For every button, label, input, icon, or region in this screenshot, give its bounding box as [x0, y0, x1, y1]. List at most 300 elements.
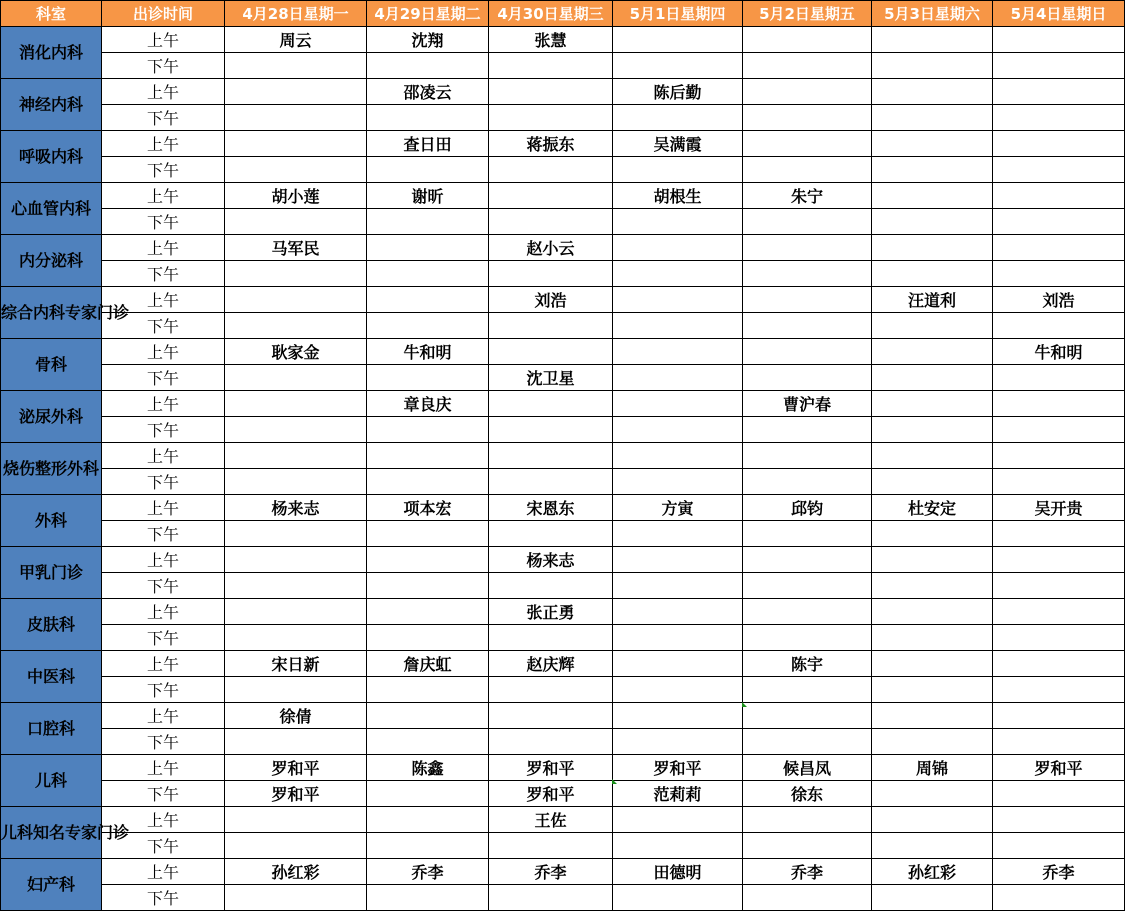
doctor-cell	[613, 573, 743, 599]
table-row	[1, 521, 1125, 547]
doctor-cell	[743, 79, 872, 105]
doctor-cell	[872, 417, 993, 443]
doctor-cell: 乔李	[367, 859, 489, 885]
doctor-cell	[489, 885, 613, 911]
time-slot-cell: 上午	[102, 755, 225, 781]
doctor-cell: 沈卫星	[489, 365, 613, 391]
doctor-cell	[367, 703, 489, 729]
department-cell: 呼吸内科	[1, 131, 102, 183]
table-row	[1, 157, 1125, 183]
doctor-cell	[872, 261, 993, 287]
doctor-cell	[489, 625, 613, 651]
doctor-cell: 蒋振东	[489, 131, 613, 157]
doctor-cell: 宋恩东	[489, 495, 613, 521]
doctor-cell	[613, 27, 743, 53]
table-row	[1, 79, 1125, 105]
table-row	[1, 755, 1125, 781]
table-row	[1, 443, 1125, 469]
doctor-cell	[993, 391, 1125, 417]
doctor-cell	[743, 131, 872, 157]
doctor-cell	[225, 469, 367, 495]
table-row	[1, 677, 1125, 703]
doctor-cell	[743, 703, 872, 729]
doctor-cell	[743, 833, 872, 859]
doctor-cell	[993, 235, 1125, 261]
doctor-cell	[872, 807, 993, 833]
doctor-cell	[367, 885, 489, 911]
doctor-cell	[489, 313, 613, 339]
doctor-cell	[993, 729, 1125, 755]
doctor-cell	[613, 391, 743, 417]
department-cell: 心血管内科	[1, 183, 102, 235]
doctor-cell	[872, 365, 993, 391]
doctor-cell	[743, 235, 872, 261]
doctor-cell	[872, 313, 993, 339]
doctor-cell	[743, 105, 872, 131]
doctor-cell	[367, 313, 489, 339]
department-cell: 甲乳门诊	[1, 547, 102, 599]
column-header: 5月1日星期四	[613, 1, 743, 27]
doctor-cell	[225, 209, 367, 235]
doctor-cell	[225, 885, 367, 911]
doctor-cell	[489, 729, 613, 755]
time-slot-cell: 下午	[102, 469, 225, 495]
doctor-cell: 邵凌云	[367, 79, 489, 105]
doctor-cell	[489, 261, 613, 287]
doctor-cell	[489, 833, 613, 859]
doctor-cell	[872, 105, 993, 131]
doctor-cell	[993, 703, 1125, 729]
doctor-cell	[872, 469, 993, 495]
doctor-cell	[993, 781, 1125, 807]
doctor-cell	[872, 547, 993, 573]
doctor-cell	[489, 157, 613, 183]
doctor-cell: 马军民	[225, 235, 367, 261]
time-slot-cell: 下午	[102, 625, 225, 651]
column-header: 出诊时间	[102, 1, 225, 27]
doctor-cell	[613, 703, 743, 729]
doctor-cell: 刘浩	[993, 287, 1125, 313]
doctor-cell	[993, 27, 1125, 53]
doctor-cell: 赵庆辉	[489, 651, 613, 677]
time-slot-cell: 上午	[102, 807, 225, 833]
doctor-cell	[993, 521, 1125, 547]
time-slot-cell: 下午	[102, 157, 225, 183]
doctor-cell	[367, 443, 489, 469]
doctor-cell	[743, 365, 872, 391]
column-header: 5月4日星期日	[993, 1, 1125, 27]
doctor-cell: 罗和平	[225, 755, 367, 781]
doctor-cell	[993, 677, 1125, 703]
doctor-cell	[993, 651, 1125, 677]
table-row	[1, 365, 1125, 391]
time-slot-cell: 上午	[102, 859, 225, 885]
doctor-cell: 沈翔	[367, 27, 489, 53]
column-header: 5月2日星期五	[743, 1, 872, 27]
doctor-cell: 王佐	[489, 807, 613, 833]
doctor-cell	[872, 209, 993, 235]
department-cell: 口腔科	[1, 703, 102, 755]
doctor-cell	[367, 625, 489, 651]
doctor-cell	[225, 443, 367, 469]
doctor-cell	[993, 313, 1125, 339]
doctor-cell	[225, 729, 367, 755]
doctor-cell	[872, 391, 993, 417]
table-row	[1, 339, 1125, 365]
doctor-cell: 陈宇	[743, 651, 872, 677]
table-row	[1, 131, 1125, 157]
doctor-cell	[489, 417, 613, 443]
doctor-cell	[613, 677, 743, 703]
cell-marker	[612, 779, 617, 784]
doctor-cell	[993, 183, 1125, 209]
doctor-cell	[367, 807, 489, 833]
doctor-cell	[613, 599, 743, 625]
table-row	[1, 833, 1125, 859]
doctor-cell	[225, 105, 367, 131]
doctor-cell	[613, 365, 743, 391]
doctor-cell	[367, 781, 489, 807]
doctor-cell	[613, 339, 743, 365]
doctor-cell: 罗和平	[613, 755, 743, 781]
doctor-cell	[993, 105, 1125, 131]
doctor-cell	[225, 625, 367, 651]
doctor-cell: 周锦	[872, 755, 993, 781]
doctor-cell	[872, 573, 993, 599]
time-slot-cell: 上午	[102, 235, 225, 261]
time-slot-cell: 上午	[102, 131, 225, 157]
doctor-cell	[489, 209, 613, 235]
doctor-cell: 方寅	[613, 495, 743, 521]
doctor-cell	[993, 417, 1125, 443]
doctor-cell	[613, 625, 743, 651]
doctor-cell	[613, 53, 743, 79]
doctor-cell	[489, 573, 613, 599]
doctor-cell	[743, 313, 872, 339]
doctor-cell: 牛和明	[993, 339, 1125, 365]
column-header: 4月30日星期三	[489, 1, 613, 27]
doctor-cell	[993, 261, 1125, 287]
doctor-cell: 吴满霞	[613, 131, 743, 157]
doctor-cell	[367, 521, 489, 547]
doctor-cell	[993, 625, 1125, 651]
doctor-cell	[367, 157, 489, 183]
time-slot-cell: 上午	[102, 391, 225, 417]
doctor-cell: 章良庆	[367, 391, 489, 417]
table-row	[1, 313, 1125, 339]
doctor-cell	[993, 833, 1125, 859]
doctor-cell: 邱钧	[743, 495, 872, 521]
doctor-cell	[743, 599, 872, 625]
column-header: 科室	[1, 1, 102, 27]
doctor-cell	[872, 339, 993, 365]
doctor-cell	[367, 287, 489, 313]
doctor-cell: 陈后勤	[613, 79, 743, 105]
time-slot-cell: 下午	[102, 521, 225, 547]
doctor-cell	[872, 235, 993, 261]
doctor-cell: 乔李	[489, 859, 613, 885]
doctor-cell	[489, 391, 613, 417]
table-row	[1, 27, 1125, 53]
doctor-cell	[225, 547, 367, 573]
doctor-cell	[367, 469, 489, 495]
doctor-cell	[613, 443, 743, 469]
doctor-cell	[872, 27, 993, 53]
doctor-cell	[367, 261, 489, 287]
doctor-cell	[613, 235, 743, 261]
doctor-cell	[225, 261, 367, 287]
department-cell: 儿科知名专家门诊	[1, 807, 102, 859]
doctor-cell	[613, 521, 743, 547]
doctor-cell	[367, 417, 489, 443]
doctor-cell: 范莉莉	[613, 781, 743, 807]
doctor-cell: 罗和平	[993, 755, 1125, 781]
table-row	[1, 209, 1125, 235]
department-cell: 神经内科	[1, 79, 102, 131]
department-cell: 烧伤整形外科	[1, 443, 102, 495]
doctor-cell	[367, 365, 489, 391]
doctor-cell	[872, 79, 993, 105]
doctor-cell: 田德明	[613, 859, 743, 885]
doctor-cell: 徐倩	[225, 703, 367, 729]
time-slot-cell: 上午	[102, 651, 225, 677]
doctor-cell	[743, 573, 872, 599]
doctor-cell	[872, 703, 993, 729]
doctor-cell	[489, 79, 613, 105]
time-slot-cell: 下午	[102, 261, 225, 287]
doctor-cell	[489, 183, 613, 209]
doctor-cell	[225, 573, 367, 599]
time-slot-cell: 下午	[102, 53, 225, 79]
column-header: 4月29日星期二	[367, 1, 489, 27]
doctor-cell	[743, 443, 872, 469]
department-cell: 皮肤科	[1, 599, 102, 651]
doctor-cell	[367, 573, 489, 599]
doctor-cell: 张慧	[489, 27, 613, 53]
doctor-cell	[613, 157, 743, 183]
doctor-cell	[367, 833, 489, 859]
doctor-cell	[993, 469, 1125, 495]
doctor-cell	[367, 729, 489, 755]
cell-marker	[742, 702, 747, 707]
table-row	[1, 573, 1125, 599]
department-cell: 综合内科专家门诊	[1, 287, 102, 339]
time-slot-cell: 下午	[102, 365, 225, 391]
time-slot-cell: 上午	[102, 703, 225, 729]
doctor-cell: 谢昕	[367, 183, 489, 209]
doctor-cell	[872, 651, 993, 677]
doctor-cell	[613, 807, 743, 833]
doctor-cell	[872, 833, 993, 859]
doctor-cell	[613, 547, 743, 573]
doctor-cell	[489, 521, 613, 547]
doctor-cell	[613, 417, 743, 443]
doctor-cell	[613, 833, 743, 859]
doctor-cell	[743, 27, 872, 53]
doctor-cell	[872, 131, 993, 157]
table-row	[1, 235, 1125, 261]
doctor-cell	[993, 599, 1125, 625]
doctor-cell	[872, 729, 993, 755]
doctor-cell	[743, 625, 872, 651]
doctor-cell	[743, 677, 872, 703]
department-cell: 消化内科	[1, 27, 102, 79]
time-slot-cell: 下午	[102, 833, 225, 859]
table-row	[1, 53, 1125, 79]
table-row	[1, 885, 1125, 911]
doctor-cell: 刘浩	[489, 287, 613, 313]
doctor-cell	[613, 209, 743, 235]
department-cell: 内分泌科	[1, 235, 102, 287]
doctor-cell	[743, 885, 872, 911]
doctor-cell	[872, 599, 993, 625]
doctor-cell	[367, 53, 489, 79]
doctor-cell: 胡根生	[613, 183, 743, 209]
doctor-cell	[225, 313, 367, 339]
doctor-cell	[993, 885, 1125, 911]
doctor-cell: 周云	[225, 27, 367, 53]
doctor-cell	[367, 547, 489, 573]
doctor-cell: 汪道利	[872, 287, 993, 313]
table-row	[1, 625, 1125, 651]
time-slot-cell: 下午	[102, 417, 225, 443]
doctor-cell	[993, 573, 1125, 599]
table-row	[1, 599, 1125, 625]
doctor-cell: 张正勇	[489, 599, 613, 625]
table-row	[1, 287, 1125, 313]
department-cell: 儿科	[1, 755, 102, 807]
doctor-cell	[872, 157, 993, 183]
doctor-cell	[489, 703, 613, 729]
doctor-cell	[743, 339, 872, 365]
department-cell: 骨科	[1, 339, 102, 391]
doctor-cell: 牛和明	[367, 339, 489, 365]
doctor-cell	[613, 885, 743, 911]
doctor-cell	[872, 443, 993, 469]
doctor-cell	[225, 287, 367, 313]
time-slot-cell: 上午	[102, 339, 225, 365]
doctor-cell	[872, 53, 993, 79]
doctor-cell	[489, 339, 613, 365]
table-row	[1, 547, 1125, 573]
doctor-cell	[743, 157, 872, 183]
table-row	[1, 105, 1125, 131]
department-cell: 泌尿外科	[1, 391, 102, 443]
doctor-cell	[489, 105, 613, 131]
doctor-cell	[993, 157, 1125, 183]
doctor-cell	[225, 365, 367, 391]
time-slot-cell: 下午	[102, 729, 225, 755]
department-cell: 外科	[1, 495, 102, 547]
doctor-cell: 曹沪春	[743, 391, 872, 417]
doctor-cell	[743, 469, 872, 495]
doctor-cell	[613, 287, 743, 313]
doctor-cell: 查日田	[367, 131, 489, 157]
doctor-cell	[489, 443, 613, 469]
doctor-cell	[225, 677, 367, 703]
doctor-cell	[367, 209, 489, 235]
doctor-cell	[225, 79, 367, 105]
table-row	[1, 183, 1125, 209]
table-row	[1, 391, 1125, 417]
doctor-cell	[872, 521, 993, 547]
doctor-cell	[367, 599, 489, 625]
doctor-cell	[613, 261, 743, 287]
doctor-cell	[743, 807, 872, 833]
doctor-cell	[993, 79, 1125, 105]
doctor-cell	[367, 235, 489, 261]
table-row	[1, 807, 1125, 833]
doctor-cell: 詹庆虹	[367, 651, 489, 677]
table-row	[1, 417, 1125, 443]
doctor-cell	[367, 105, 489, 131]
doctor-cell	[225, 807, 367, 833]
doctor-cell	[613, 105, 743, 131]
doctor-cell: 乔李	[743, 859, 872, 885]
doctor-cell	[225, 833, 367, 859]
table-row	[1, 261, 1125, 287]
doctor-cell: 候昌凤	[743, 755, 872, 781]
doctor-cell	[872, 677, 993, 703]
doctor-cell	[743, 521, 872, 547]
doctor-cell: 吴开贵	[993, 495, 1125, 521]
doctor-cell	[993, 547, 1125, 573]
doctor-cell: 罗和平	[489, 755, 613, 781]
table-row	[1, 859, 1125, 885]
doctor-cell	[489, 677, 613, 703]
doctor-cell	[367, 677, 489, 703]
doctor-cell	[743, 53, 872, 79]
doctor-cell	[225, 521, 367, 547]
time-slot-cell: 上午	[102, 599, 225, 625]
doctor-cell: 徐东	[743, 781, 872, 807]
doctor-cell	[489, 53, 613, 79]
doctor-cell	[613, 469, 743, 495]
time-slot-cell: 下午	[102, 313, 225, 339]
time-slot-cell: 下午	[102, 573, 225, 599]
table-row	[1, 651, 1125, 677]
time-slot-cell: 上午	[102, 547, 225, 573]
doctor-cell: 陈鑫	[367, 755, 489, 781]
doctor-cell	[743, 287, 872, 313]
doctor-cell: 杨来志	[489, 547, 613, 573]
doctor-cell	[225, 417, 367, 443]
doctor-cell	[872, 885, 993, 911]
table-row	[1, 495, 1125, 521]
doctor-cell: 杜安定	[872, 495, 993, 521]
doctor-cell: 胡小莲	[225, 183, 367, 209]
time-slot-cell: 下午	[102, 781, 225, 807]
doctor-cell	[489, 469, 613, 495]
doctor-cell: 宋日新	[225, 651, 367, 677]
doctor-cell	[613, 313, 743, 339]
doctor-cell	[993, 365, 1125, 391]
doctor-cell	[993, 443, 1125, 469]
doctor-cell: 耿家金	[225, 339, 367, 365]
doctor-cell: 赵小云	[489, 235, 613, 261]
table-row	[1, 729, 1125, 755]
doctor-cell: 杨来志	[225, 495, 367, 521]
time-slot-cell: 上午	[102, 495, 225, 521]
table-row	[1, 781, 1125, 807]
doctor-cell	[993, 131, 1125, 157]
doctor-cell	[993, 209, 1125, 235]
doctor-cell	[225, 391, 367, 417]
time-slot-cell: 上午	[102, 27, 225, 53]
department-cell: 中医科	[1, 651, 102, 703]
doctor-cell: 罗和平	[489, 781, 613, 807]
doctor-cell: 乔李	[993, 859, 1125, 885]
